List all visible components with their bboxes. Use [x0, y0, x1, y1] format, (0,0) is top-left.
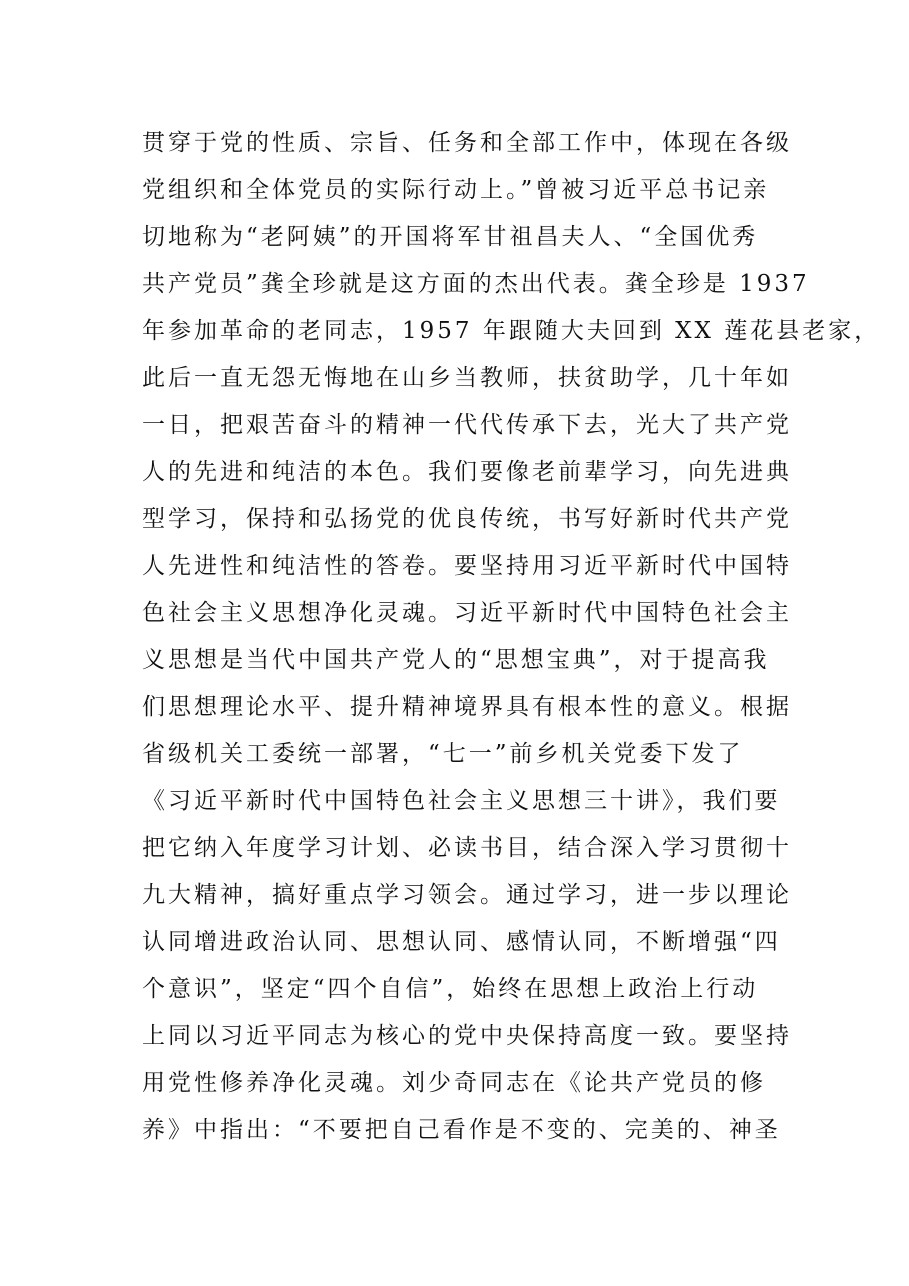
- text-line: 切地称为“老阿姨”的开国将军甘祖昌夫人、“全国优秀: [142, 224, 759, 250]
- text-line: 把它纳入年度学习计划、必读书目，结合深入学习贯彻十: [142, 835, 792, 861]
- text-line: 共产党员”龚全珍就是这方面的杰出代表。龚全珍是 1937: [142, 271, 810, 297]
- text-line: 人先进性和纯洁性的答卷。要坚持用习近平新时代中国特: [142, 553, 792, 579]
- text-line: 们思想理论水平、提升精神境界具有根本性的意义。根据: [142, 694, 792, 720]
- text-line: 认同增进政治认同、思想认同、感情认同，不断增强“四: [142, 929, 781, 955]
- body-text: [142, 120, 881, 1154]
- text-line: 型学习，保持和弘扬党的优良传统，书写好新时代共产党: [142, 506, 792, 532]
- text-line: 一日，把艰苦奋斗的精神一代代传承下去，光大了共产党: [142, 412, 792, 438]
- text-line: 贯穿于党的性质、宗旨、任务和全部工作中，体现在各级: [142, 130, 792, 156]
- text-line: 人的先进和纯洁的本色。我们要像老前辈学习，向先进典: [142, 459, 792, 485]
- text-line: 个意识”，坚定“四个自信”，始终在思想上政治上行动: [142, 976, 759, 1002]
- text-line: 省级机关工委统一部署，“七一”前乡机关党委下发了: [142, 741, 744, 767]
- text-line: 党组织和全体党员的实际行动上。”曾被习近平总书记亲: [142, 177, 770, 203]
- text-line: 养》中指出：“不要把自己看作是不变的、完美的、神圣: [142, 1117, 781, 1143]
- text-line: 《习近平新时代中国特色社会主义思想三十讲》，我们要: [142, 788, 781, 814]
- text-line: 此后一直无怨无悔地在山乡当教师，扶贫助学，几十年如: [142, 365, 792, 391]
- text-line: 色社会主义思想净化灵魂。习近平新时代中国特色社会主: [142, 600, 792, 626]
- text-line: 义思想是当代中国共产党人的“思想宝典”，对于提高我: [142, 647, 770, 673]
- text-line: 用党性修养净化灵魂。刘少奇同志在《论共产党员的修: [142, 1070, 766, 1096]
- text-line: 九大精神，搞好重点学习领会。通过学习，进一步以理论: [142, 882, 792, 908]
- text-line: 年参加革命的老同志，1957 年跟随大夫回到 XX 莲花县老家，: [142, 318, 881, 344]
- text-line: 上同以习近平同志为核心的党中央保持高度一致。要坚持: [142, 1023, 792, 1049]
